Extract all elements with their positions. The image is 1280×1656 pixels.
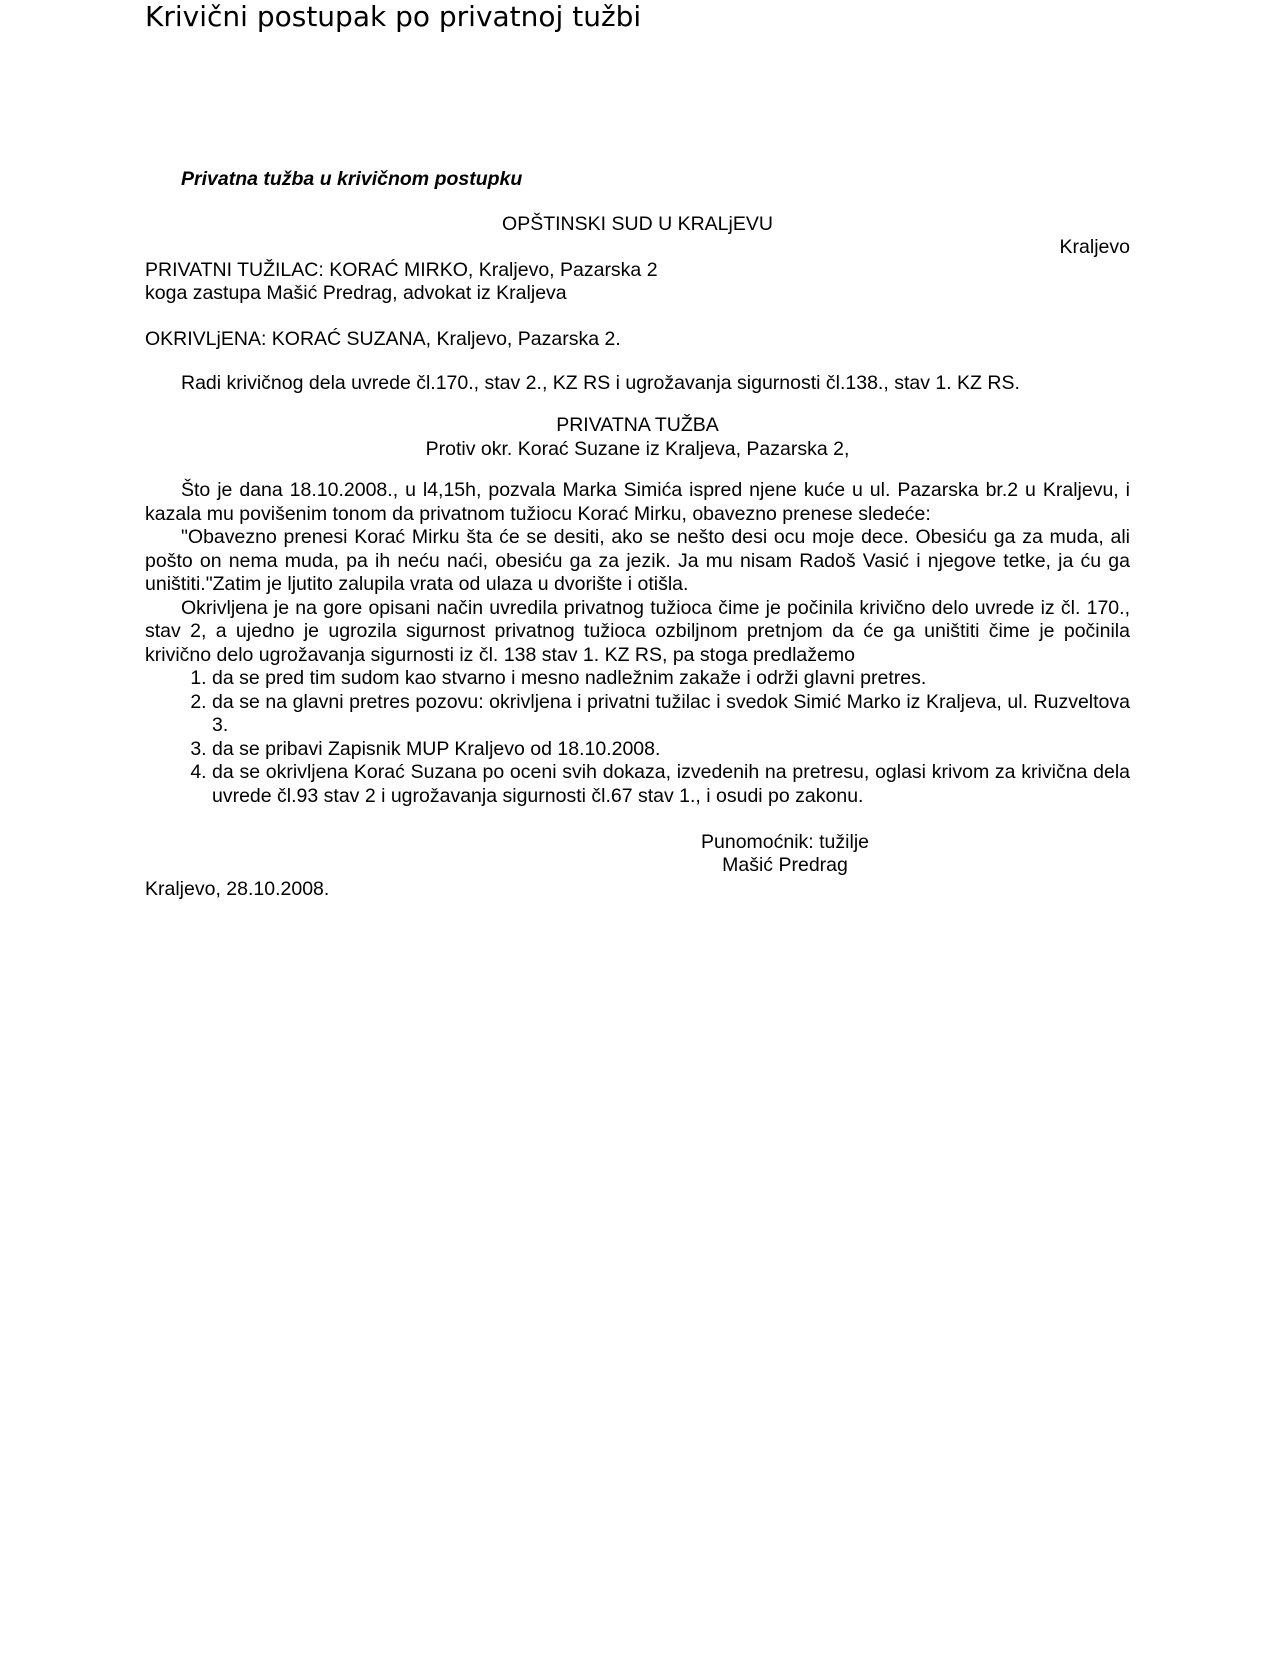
signature-name: Mašić Predrag xyxy=(722,854,848,876)
reason-line: Radi krivičnog dela uvrede čl.170., stav 2., KZ RS i ugrožavanja sigurnosti čl.138., stav 1. KZ RS. xyxy=(181,372,1020,394)
court-city: Kraljevo xyxy=(1059,236,1130,258)
body-paragraph: "Obavezno prenesi Korać Mirku šta će se desiti, ako se nešto desi ocu moje dece. Obesiću ga za muda, ali pošto on nema muda, pa ih neću naći, obesiću ga za jezik. Ja mu nisam Radoš Vasić i njegove tetke, ja ću ga uništiti."Zatim je ljutito zalupila vrata od ulaza u dvorište i otišla. xyxy=(145,526,1130,595)
proposal-item: 1. da se pred tim sudom kao stvarno i mesno nadležnim zakaže i održi glavni pretres. xyxy=(212,667,1130,691)
representative-line: koga zastupa Mašić Predrag, advokat iz Kraljeva xyxy=(145,282,567,304)
plaintiff-line: PRIVATNI TUŽILAC: KORAĆ MIRKO, Kraljevo, Pazarska 2 xyxy=(145,259,658,281)
document-subtitle: Privatna tužba u krivičnom postupku xyxy=(181,168,523,190)
lawsuit-heading: PRIVATNA TUŽBA xyxy=(556,414,719,436)
court-name: OPŠTINSKI SUD U KRALjEVU xyxy=(502,213,773,235)
signature-role: Punomoćnik: tužilje xyxy=(701,831,869,853)
against-line: Protiv okr. Korać Suzane iz Kraljeva, Pazarska 2, xyxy=(425,438,850,460)
date-line: Kraljevo, 28.10.2008. xyxy=(145,878,330,900)
proposal-item: 2. da se na glavni pretres pozovu: okrivljena i privatni tužilac i svedok Simić Marko iz Kraljeva, ul. Ruzveltova 3. xyxy=(212,691,1130,738)
lawsuit-body xyxy=(145,479,1130,808)
defendant-line: OKRIVLjENA: KORAĆ SUZANA, Kraljevo, Pazarska 2. xyxy=(145,328,621,350)
body-paragraph: Što je dana 18.10.2008., u l4,15h, pozvala Marka Simića ispred njene kuće u ul. Pazarska br.2 u Kraljevu, i kazala mu povišenim tonom da privatnom tužiocu Korać Mirku, obavezno prenese sledeće: xyxy=(145,479,1130,525)
proposal-item: 3. da se pribavi Zapisnik MUP Kraljevo od 18.10.2008. xyxy=(212,738,1130,762)
document-title: Krivični postupak po privatnoj tužbi xyxy=(145,0,642,33)
proposal-item: 4. da se okrivljena Korać Suzana po oceni svih dokaza, izvedenih na pretresu, oglasi krivom za krivična dela uvrede čl.93 stav 2 i ugrožavanja sigurnosti čl.67 stav 1., i osudi po zakonu. xyxy=(212,761,1130,808)
body-paragraph: Okrivljena je na gore opisani način uvredila privatnog tužioca čime je počinila krivično delo uvrede iz čl. 170., stav 2, a ujedno je ugrozila sigurnost privatnog tužioca ozbiljnom pretnjom da će ga uništiti čime je počinila krivično delo ugrožavanja sigurnosti iz čl. 138 stav 1. KZ RS, pa stoga predlažemo xyxy=(145,596,1130,666)
proposals-list xyxy=(145,667,1130,808)
